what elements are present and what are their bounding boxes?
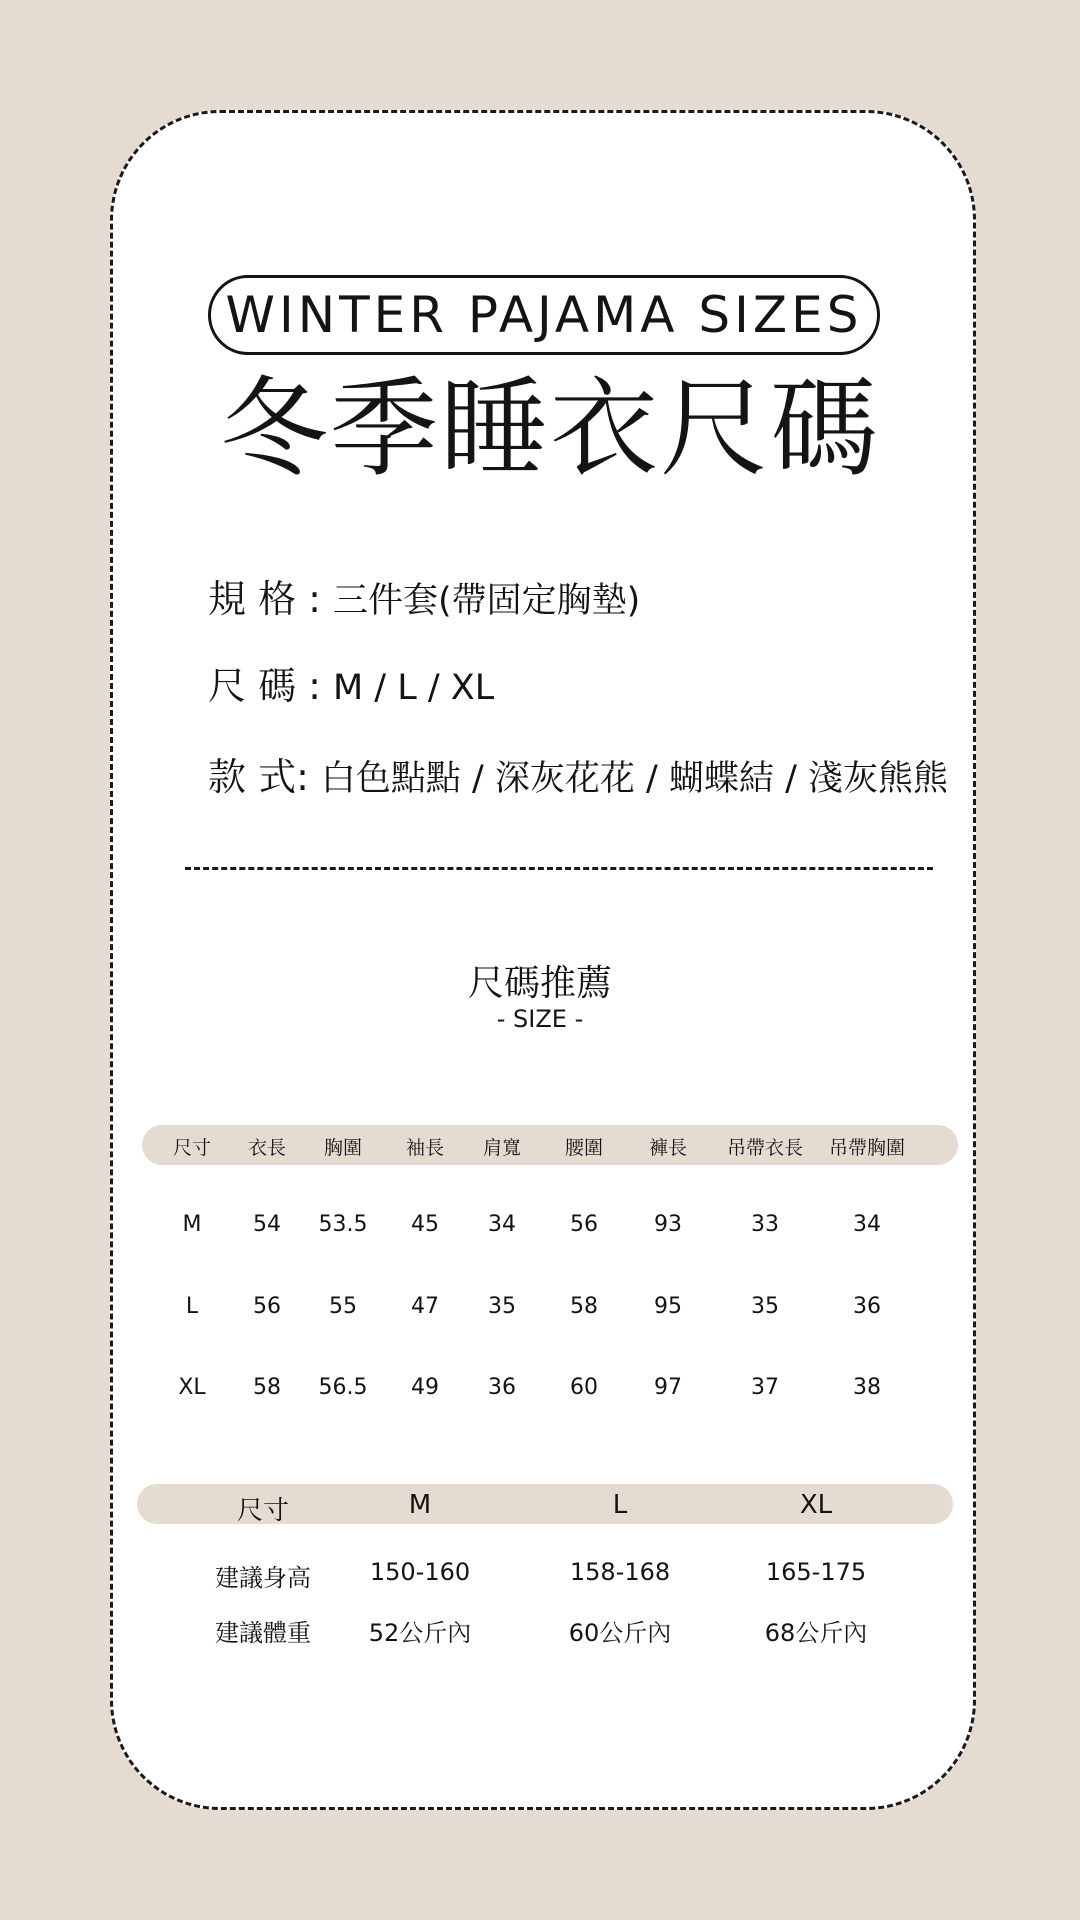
- fit-table-cell: 68公斤內: [764, 1619, 868, 1647]
- fit-table-cell: 150-160: [369, 1558, 471, 1586]
- spec-label: 款 式:: [208, 755, 309, 799]
- size-table-header-cell: 腰圍: [564, 1137, 604, 1159]
- fit-table-cell: 建議身高: [215, 1564, 311, 1592]
- size-table-cell: 49: [411, 1375, 439, 1400]
- size-table-header-cell: 袖長: [405, 1137, 445, 1159]
- size-table-header-cell: 肩寬: [482, 1137, 522, 1159]
- size-table-cell: 36: [488, 1375, 516, 1400]
- size-table-header-cell: 褲長: [648, 1137, 688, 1159]
- recommend-title: 尺碼推薦: [467, 963, 612, 1004]
- size-table-cell: 95: [654, 1294, 682, 1319]
- fit-table-header-cell: M: [408, 1490, 432, 1520]
- size-table-cell: 45: [411, 1212, 439, 1237]
- spec-label: 尺 碼 :: [208, 664, 321, 708]
- size-table-cell: 47: [411, 1294, 439, 1319]
- size-table-header-cell: 吊帶衣長: [726, 1137, 804, 1159]
- size-table-header-cell: 胸圍: [323, 1137, 363, 1159]
- size-table-header-cell: 尺寸: [172, 1137, 212, 1159]
- spec-value: M / L / XL: [332, 668, 495, 708]
- spec-label: 規 格 :: [208, 577, 321, 621]
- size-table-cell: 33: [751, 1212, 779, 1237]
- size-table-header-cell: 衣長: [247, 1137, 287, 1159]
- size-table-cell: 34: [853, 1212, 881, 1237]
- fit-table-header-cell: L: [612, 1490, 628, 1520]
- size-table-cell: 60: [570, 1375, 598, 1400]
- fit-table-cell: 158-168: [569, 1558, 671, 1586]
- fit-table-cell: 60公斤內: [568, 1619, 672, 1647]
- spec-value: 白色點點 / 深灰花花 / 蝴蝶結 / 淺灰熊熊: [320, 759, 949, 799]
- size-table-cell: 55: [329, 1294, 357, 1319]
- size-table-cell: L: [185, 1294, 199, 1319]
- size-table-cell: 93: [654, 1212, 682, 1237]
- fit-table-cell: 52公斤內: [368, 1619, 472, 1647]
- size-table-cell: 97: [654, 1375, 682, 1400]
- size-table-cell: 35: [488, 1294, 516, 1319]
- dashed-divider: [185, 867, 933, 870]
- size-table-cell: 53.5: [318, 1212, 368, 1237]
- fit-table-cell: 建議體重: [215, 1619, 311, 1647]
- spec-row-specification: [208, 568, 640, 623]
- fit-table-header-cell: XL: [799, 1490, 833, 1520]
- size-table-cell: 56: [570, 1212, 598, 1237]
- spec-row-sizes: [208, 655, 494, 710]
- fit-table-header-cell: 尺寸: [236, 1496, 290, 1526]
- spec-row-styles: [208, 746, 948, 801]
- size-table-cell: 35: [751, 1294, 779, 1319]
- size-table-cell: 36: [853, 1294, 881, 1319]
- english-title: WINTER PAJAMA SIZES: [225, 286, 863, 344]
- size-table-cell: 34: [488, 1212, 516, 1237]
- size-table-cell: 38: [853, 1375, 881, 1400]
- size-table-cell: 54: [253, 1212, 281, 1237]
- size-table-cell: 56: [253, 1294, 281, 1319]
- size-table-header-cell: 吊帶胸圍: [828, 1137, 906, 1159]
- size-table-cell: M: [182, 1212, 202, 1237]
- recommend-subtitle: - SIZE -: [496, 1005, 584, 1033]
- english-title-badge: [208, 275, 880, 355]
- size-table-cell: 56.5: [318, 1375, 368, 1400]
- size-table-cell: 58: [570, 1294, 598, 1319]
- spec-value: 三件套(帶固定胸墊): [332, 581, 641, 621]
- size-table-cell: 58: [253, 1375, 281, 1400]
- size-table-cell: XL: [178, 1375, 206, 1400]
- size-table-cell: 37: [751, 1375, 779, 1400]
- chinese-title: 冬季睡衣尺碼: [219, 367, 880, 492]
- fit-table-cell: 165-175: [765, 1558, 867, 1586]
